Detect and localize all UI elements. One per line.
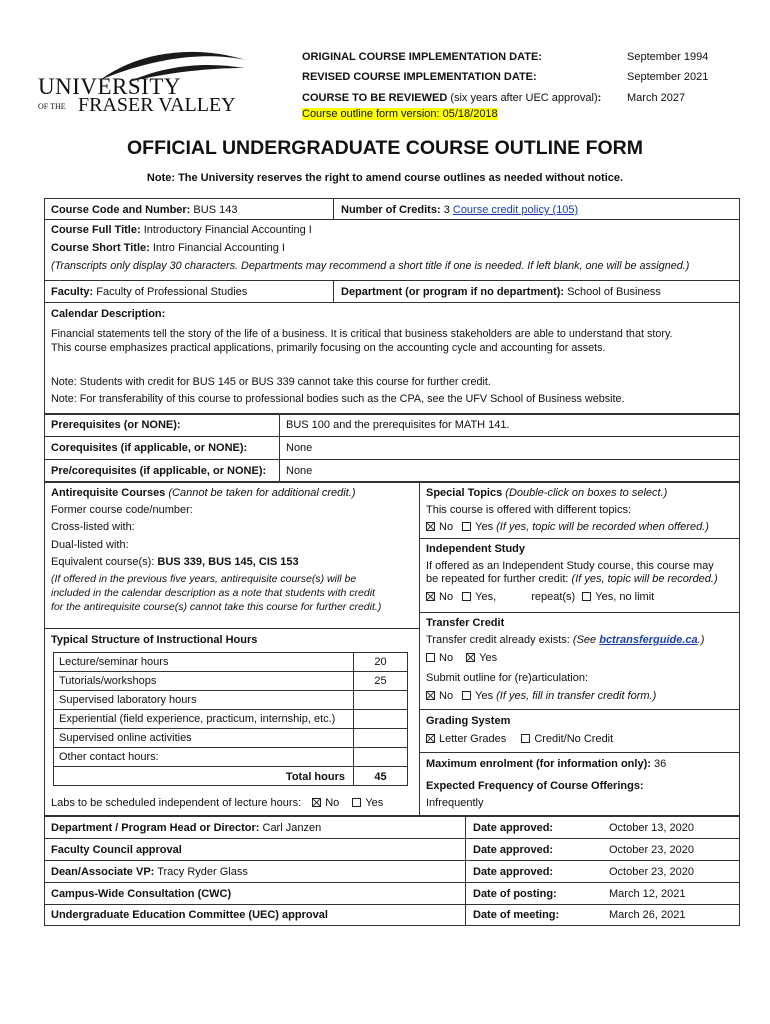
independent-line-2b: (If yes, topic will be recorded.) (571, 573, 718, 585)
review-date-value: March 2027 (627, 92, 686, 104)
department-label: Department (or program if no department): (341, 286, 565, 298)
faculty-value: Faculty of Professional Studies (96, 286, 248, 298)
approval-date: October 13, 2020 (609, 822, 695, 834)
special-no-label: No (439, 521, 454, 533)
calendar-line-2: This course emphasizes practical applications, primarily focusing on the accounting cycle and accounting for assets. (51, 342, 606, 354)
antireq-italic-2: included in the calendar description as a note that students with credit (51, 587, 375, 599)
special-yes-label: Yes (475, 521, 494, 533)
transfer-no-checkbox[interactable] (426, 653, 435, 662)
faculty (51, 286, 247, 298)
rearticulation-no-label: No (439, 690, 454, 702)
logo-fraser-valley: FRASER VALLEY (78, 94, 236, 116)
approval-label: Department / Program Head or Director: (51, 822, 260, 834)
course-code-value: BUS 143 (193, 204, 238, 216)
hours-row-lecture: Lecture/seminar hours (59, 656, 169, 668)
independent-options (426, 591, 654, 603)
special-no-checkbox[interactable] (426, 522, 435, 531)
hours-row-lab: Supervised laboratory hours (59, 694, 197, 706)
credit-no-credit-checkbox[interactable] (521, 734, 530, 743)
credits (341, 204, 578, 216)
max-enrolment (426, 758, 666, 770)
special-options (426, 521, 709, 533)
special-yes-note: (If yes, topic will be recorded when offered.) (493, 521, 709, 533)
approval-name: Carl Janzen (262, 822, 322, 834)
independent-line-2 (426, 573, 718, 585)
full-title (51, 224, 312, 236)
credits-label: Number of Credits: (341, 204, 441, 216)
bctransferguide-link[interactable]: bctransferguide.ca (599, 634, 698, 646)
hours-row-experiential: Experiential (field experience, practicum, internship, etc.) (59, 713, 336, 725)
approval-dean (51, 866, 248, 878)
independent-yes-label: Yes, (475, 591, 497, 603)
approval-label: Dean/Associate VP: (51, 866, 155, 878)
approval-dept-head (51, 822, 321, 834)
review-date-label: COURSE TO BE REVIEWED (302, 92, 448, 104)
special-label: Special Topics (426, 487, 503, 499)
rearticulation-yes-label: Yes (475, 690, 494, 702)
approval-label: Campus-Wide Consultation (CWC) (51, 888, 232, 900)
revised-date-label: REVISED COURSE IMPLEMENTATION DATE: (302, 71, 537, 83)
short-title (51, 242, 285, 254)
review-date-line (302, 92, 601, 104)
independent-no-checkbox[interactable] (426, 592, 435, 601)
calendar-line-1: Financial statements tell the story of the life of a business. It is critical that business stakeholders are able to understand that story. (51, 328, 673, 340)
independent-yes-checkbox[interactable] (462, 592, 471, 601)
logo-of-the: OF THE (38, 102, 66, 111)
cross-listed: Cross-listed with: (51, 521, 135, 533)
total-hours-label: Total hours (285, 771, 345, 783)
approval-cwc (51, 888, 231, 900)
letter-grades-checkbox[interactable] (426, 734, 435, 743)
short-title-label: Course Short Title: (51, 242, 150, 254)
dual-listed: Dual-listed with: (51, 539, 129, 551)
antireq-note: (Cannot be taken for additional credit.) (165, 487, 356, 499)
hours-row-tutorials: Tutorials/workshops (59, 675, 157, 687)
short-title-value: Intro Financial Accounting I (152, 242, 285, 254)
transfer-label: Transfer Credit (426, 617, 505, 629)
coreq-value: None (286, 442, 313, 454)
transfer-submit-options (426, 690, 656, 702)
former-course: Former course code/number: (51, 504, 193, 516)
labs-line (51, 797, 383, 809)
department (341, 286, 661, 298)
independent-label: Independent Study (426, 543, 525, 555)
calendar-note-1: Note: Students with credit for BUS 145 or BUS 339 cannot take this course for further credit. (51, 376, 491, 388)
equivalent-label: Equivalent course(s): (51, 556, 155, 568)
calendar-note-2: Note: For transferability of this course to professional bodies such as the CPA, see the UFV School of Business website. (51, 393, 625, 405)
special-note: (Double-click on boxes to select.) (502, 487, 668, 499)
credit-no-credit-label: Credit/No Credit (534, 733, 614, 745)
faculty-label: Faculty: (51, 286, 94, 298)
frequency-value: Infrequently (426, 797, 484, 809)
independent-repeats-label: repeat(s) (531, 591, 576, 603)
labs-yes-checkbox[interactable] (352, 798, 361, 807)
transcript-note: (Transcripts only display 30 characters. Departments may recommend a short title if one is needed. If left blank, one will be assigned.) (51, 260, 690, 272)
antireq-italic-3: for the antirequisite course(s) cannot take this course for further credit.) (51, 601, 382, 613)
independent-no-limit-checkbox[interactable] (582, 592, 591, 601)
review-date-note: (six years after UEC approval) (447, 92, 598, 104)
university-logo (38, 46, 253, 118)
approval-date: October 23, 2020 (609, 866, 695, 878)
max-enrolment-value: 36 (653, 758, 667, 770)
transfer-no-label: No (439, 652, 454, 664)
approval-date: October 23, 2020 (609, 844, 695, 856)
rearticulation-no-checkbox[interactable] (426, 691, 435, 700)
approval-faculty-council (51, 844, 182, 856)
rearticulation-yes-note: (If yes, fill in transfer credit form.) (493, 690, 657, 702)
approval-label: Faculty Council approval (51, 844, 182, 856)
approval-date-label: Date of meeting: (473, 909, 560, 921)
transfer-exists (426, 634, 704, 646)
independent-line-2a: be repeated for further credit: (426, 573, 572, 585)
hours-row-other: Other contact hours: (59, 751, 159, 763)
independent-line-1: If offered as an Independent Study course, this course may (426, 560, 714, 572)
approval-date-label: Date approved: (473, 866, 554, 878)
credits-value: 3 (443, 204, 450, 216)
total-hours-value: 45 (374, 771, 387, 783)
labs-no-label: No (325, 797, 340, 809)
transfer-yes-checkbox[interactable] (466, 653, 475, 662)
special-offered: This course is offered with different topics: (426, 504, 632, 516)
course-code-label: Course Code and Number: (51, 204, 191, 216)
form-version: Course outline form version: 05/18/2018 (302, 108, 498, 120)
grading-label: Grading System (426, 715, 511, 727)
approval-date: March 12, 2021 (609, 888, 686, 900)
original-date-label: ORIGINAL COURSE IMPLEMENTATION DATE: (302, 51, 542, 63)
labs-yes-label: Yes (365, 797, 384, 809)
approval-name: Tracy Ryder Glass (157, 866, 248, 878)
approval-uec (51, 909, 328, 921)
transfer-yes-label: Yes (479, 652, 498, 664)
precoreq-label: Pre/corequisites (if applicable, or NONE): (51, 465, 267, 477)
approval-date-label: Date approved: (473, 822, 554, 834)
approval-date: March 26, 2021 (609, 909, 686, 921)
antireq-heading (51, 487, 355, 499)
antireq-label: Antirequisite Courses (51, 487, 166, 499)
course-code (51, 204, 237, 216)
page-title: OFFICIAL UNDERGRADUATE COURSE OUTLINE FORM (126, 137, 644, 159)
transfer-exists-options (426, 652, 497, 664)
hours-row-online: Supervised online activities (59, 732, 192, 744)
calendar-label: Calendar Description: (51, 308, 166, 320)
grading-options (426, 733, 613, 745)
coreq-label: Corequisites (if applicable, or NONE): (51, 442, 248, 454)
letter-grades-label: Letter Grades (439, 733, 507, 745)
hours-label: Typical Structure of Instructional Hours (51, 634, 258, 646)
independent-no-limit-label: Yes, no limit (595, 591, 655, 603)
precoreq-value: None (286, 465, 313, 477)
credit-policy-link[interactable]: Course credit policy (105) (452, 204, 579, 216)
special-yes-checkbox[interactable] (462, 522, 471, 531)
transfer-submit: Submit outline for (re)articulation: (426, 672, 589, 684)
approval-label: Undergraduate Education Committee (UEC) approval (51, 909, 328, 921)
approval-date-label: Date approved: (473, 844, 554, 856)
prereq-label: Prerequisites (or NONE): (51, 419, 181, 431)
labs-label: Labs to be scheduled independent of lecture hours: (51, 797, 302, 809)
full-title-label: Course Full Title: (51, 224, 141, 236)
full-title-value: Introductory Financial Accounting I (143, 224, 312, 236)
equivalent-value: BUS 339, BUS 145, CIS 153 (157, 556, 299, 568)
antireq-italic-1: (If offered in the previous five years, antirequisite course(s) will be (51, 573, 357, 585)
revised-date-value: September 2021 (627, 71, 709, 83)
max-enrolment-label: Maximum enrolment (for information only): (426, 758, 651, 770)
special-heading (426, 487, 667, 499)
frequency-label: Expected Frequency of Course Offerings: (426, 780, 644, 792)
hours-value-lecture: 20 (374, 656, 387, 668)
amend-note: Note: The University reserves the right to amend course outlines as needed without notice. (146, 172, 624, 184)
review-colon: : (597, 92, 602, 104)
approval-date-label: Date of posting: (473, 888, 557, 900)
department-value: School of Business (567, 286, 661, 298)
transfer-see: (See (572, 634, 600, 646)
hours-value-tutorials: 25 (374, 675, 387, 687)
logo-university: UNIVERSITY (38, 74, 181, 99)
transfer-close: .) (697, 634, 705, 646)
independent-no-label: No (439, 591, 454, 603)
equivalent-courses (51, 556, 299, 568)
labs-no-checkbox[interactable] (312, 798, 321, 807)
rearticulation-yes-checkbox[interactable] (462, 691, 471, 700)
transfer-exists-text: Transfer credit already exists: (426, 634, 573, 646)
prereq-value: BUS 100 and the prerequisites for MATH 141. (286, 419, 510, 431)
original-date-value: September 1994 (627, 51, 709, 63)
